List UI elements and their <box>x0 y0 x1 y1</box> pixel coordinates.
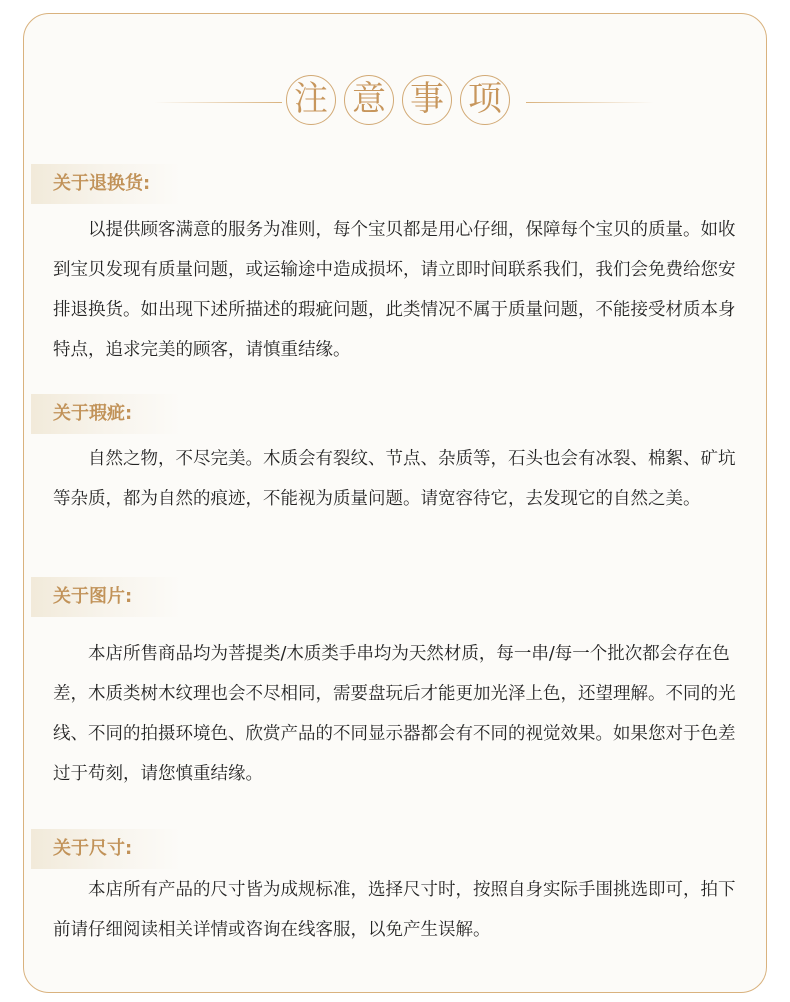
section-text-sizes: 本店所有产品的尺寸皆为成规标准，选择尺寸时，按照自身实际手围挑选即可，拍下前请仔细阅读相关详情或咨询在线客服，以免产生误解。 <box>53 880 736 940</box>
section-heading-sizes: 关于尺寸: <box>31 829 181 869</box>
title-char: 注 <box>286 75 336 125</box>
section-heading-returns: 关于退换货: <box>31 164 181 204</box>
section-heading-images: 关于图片: <box>31 577 181 617</box>
title-banner <box>24 72 767 134</box>
title-divider-left <box>154 102 282 103</box>
section-text-flaws: 自然之物，不尽完美。木质会有裂纹、节点、杂质等，石头也会有冰裂、棉絮、矿坑等杂质，都为自然的痕迹，不能视为质量问题。请宽容待它，去发现它的自然之美。 <box>53 449 736 509</box>
title-divider-right <box>526 102 654 103</box>
notice-card <box>23 13 767 993</box>
section-heading-flaws: 关于瑕疵: <box>31 394 181 434</box>
section-text-returns: 以提供顾客满意的服务为准则，每个宝贝都是用心仔细，保障每个宝贝的质量。如收到宝贝发现有质量问题，或运输途中造成损坏，请立即时间联系我们，我们会免费给您安排退换货。如出现下述所描述的瑕疵问题，此类情况不属于质量问题，不能接受材质本身特点，追求完美的顾客，请慎重结缘。 <box>53 220 736 360</box>
page-title <box>286 72 518 134</box>
section-text-images: 本店所售商品均为菩提类/木质类手串均为天然材质，每一串/每一个批次都会存在色差，木质类树木纹理也会不尽相同，需要盘玩后才能更加光泽上色，还望理解。不同的光线、不同的拍摄环境色、欣赏产品的不同显示器都会有不同的视觉效果。如果您对于色差过于苟刻，请您慎重结缘。 <box>53 644 736 784</box>
title-char: 项 <box>460 75 510 125</box>
title-char: 事 <box>402 75 452 125</box>
title-char: 意 <box>344 75 394 125</box>
